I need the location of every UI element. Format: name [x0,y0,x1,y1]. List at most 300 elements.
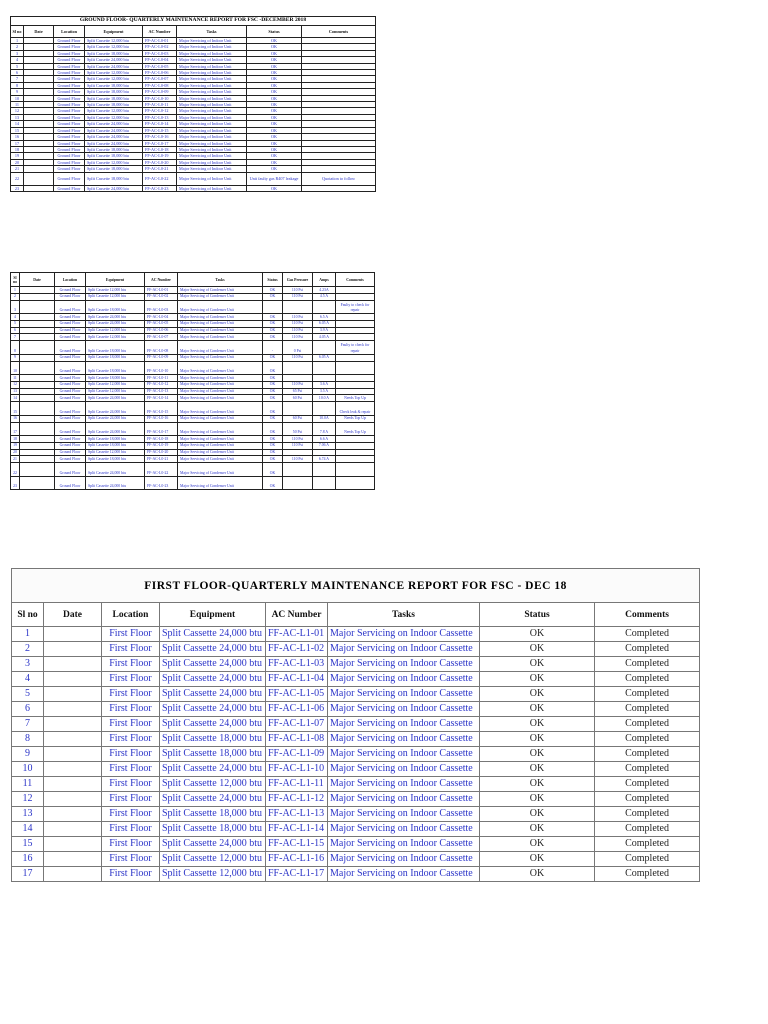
column-header: Sl no [12,603,44,627]
column-header: Status [247,26,302,38]
serial-cell: 3 [12,657,44,672]
comment-cell [336,361,375,375]
ground-floor-indoor-table [10,16,376,192]
comment-cell [336,320,375,327]
column-header: Tasks [328,603,480,627]
table-row [11,402,375,416]
serial-cell: 18 [11,146,24,152]
task-cell: Major Servicing on Indoor Cassette [328,822,480,837]
ac-number-cell: FF-AC-L0-06 [143,70,177,76]
equipment-cell: Split Cassette 12,000 btu [85,38,143,44]
status-cell: OK [247,159,302,165]
task-cell: Major Servicing of Indoor Unit [177,95,247,101]
serial-cell: 16 [11,415,20,422]
location-cell: Ground Floor [55,463,86,477]
gas-pressure-cell [283,449,313,456]
equipment-cell: Split Cassette 18,000 btu [86,442,145,449]
location-cell: Ground Floor [54,89,85,95]
comment-cell [336,334,375,341]
task-cell: Major Servicing of Indoor Unit [177,89,247,95]
equipment-cell: Split Cassette 24,000 btu [160,672,266,687]
task-cell: Major Servicing of Condenser Unit [178,388,263,395]
gas-pressure-cell [283,402,313,416]
amps-cell [313,402,336,416]
ac-number-cell: FF-AC-L0-07 [145,334,178,341]
task-cell: Major Servicing of Condenser Unit [178,341,263,355]
date-cell [20,415,55,422]
equipment-cell: Split Cassette 18,000 btu [86,361,145,375]
equipment-cell: Split Cassette 24,000 btu [85,185,143,191]
equipment-cell: Split Cassette 24,000 btu [160,657,266,672]
equipment-cell: Split Cassette 24,000 btu [86,320,145,327]
serial-cell: 2 [11,293,20,300]
task-cell: Major Servicing of Indoor Unit [177,57,247,63]
comment-cell: Faulty to check for repair [336,341,375,355]
ac-number-cell: FF-AC-L0-08 [143,82,177,88]
location-cell: Ground Floor [54,102,85,108]
comment-cell: Completed [595,852,700,867]
serial-cell: 7 [11,334,20,341]
comment-cell [336,381,375,388]
ac-number-cell: FF-AC-L0-03 [145,300,178,314]
status-cell: OK [263,422,283,436]
status-cell: OK [247,134,302,140]
status-cell: OK [247,95,302,101]
status-cell: OK [247,166,302,172]
status-cell: OK [247,50,302,56]
ac-number-cell: FF-AC-L1-09 [266,747,328,762]
serial-cell: 15 [11,127,24,133]
column-header: AC Number [266,603,328,627]
comment-cell: Completed [595,687,700,702]
ac-number-cell: FF-AC-L0-02 [145,293,178,300]
date-cell [20,476,55,490]
table-row [11,300,375,314]
serial-cell: 9 [12,747,44,762]
equipment-cell: Split Cassette 18,000 btu [86,300,145,314]
task-cell: Major Servicing of Condenser Unit [178,300,263,314]
equipment-cell: Split Cassette 18,000 btu [160,807,266,822]
task-cell: Major Servicing on Indoor Cassette [328,777,480,792]
status-cell: OK [480,792,595,807]
ac-number-cell: FF-AC-L0-12 [143,108,177,114]
equipment-cell: Split Cassette 18,000 btu [86,354,145,361]
comment-cell: Completed [595,702,700,717]
status-cell: Unit faulty gas R407 leakage [247,172,302,185]
column-header: Status [480,603,595,627]
ac-number-cell: FF-AC-L0-10 [145,361,178,375]
status-cell: OK [247,185,302,191]
comment-cell: Completed [595,627,700,642]
equipment-cell: Split Cassette 12,000 btu [85,108,143,114]
date-cell [20,361,55,375]
serial-cell: 8 [12,732,44,747]
column-header: AC Number [145,273,178,287]
status-cell: OK [480,837,595,852]
equipment-cell: Split Cassette 18,000 btu [160,747,266,762]
table-row [12,747,700,762]
date-cell [20,463,55,477]
location-cell: Ground Floor [55,395,86,402]
comment-cell: Faulty to check for repair [336,300,375,314]
comment-cell: Completed [595,762,700,777]
table-row [11,463,375,477]
location-cell: Ground Floor [55,300,86,314]
location-cell: Ground Floor [55,476,86,490]
ac-number-cell: FF-AC-L0-04 [145,314,178,321]
date-cell [20,300,55,314]
task-cell: Major Servicing of Indoor Unit [177,63,247,69]
location-cell: Ground Floor [54,38,85,44]
ac-number-cell: FF-AC-L0-17 [143,140,177,146]
location-cell: Ground Floor [54,134,85,140]
equipment-cell: Split Cassette 24,000 btu [86,402,145,416]
comment-cell [336,314,375,321]
serial-cell: 1 [11,287,20,294]
equipment-cell: Split Cassette 12,000 btu [85,76,143,82]
equipment-cell: Split Cassette 24,000 btu [86,422,145,436]
serial-cell: 5 [12,687,44,702]
equipment-cell: Split Cassette 24,000 btu [160,642,266,657]
equipment-cell: Split Cassette 18,000 btu [85,153,143,159]
equipment-cell: Split Cassette 24,000 btu [86,463,145,477]
ac-number-cell: FF-AC-L0-20 [143,159,177,165]
status-cell: OK [263,381,283,388]
date-cell [20,449,55,456]
table-row [11,388,375,395]
ac-number-cell: FF-AC-L0-18 [145,436,178,443]
equipment-cell: Split Cassette 12,000 btu [86,327,145,334]
task-cell: Major Servicing on Indoor Cassette [328,672,480,687]
serial-cell: 5 [11,320,20,327]
location-cell: Ground Floor [54,166,85,172]
task-cell: Major Servicing of Condenser Unit [178,449,263,456]
comment-cell [336,327,375,334]
table-row [12,837,700,852]
serial-cell: 4 [12,672,44,687]
gas-pressure-cell: 110 Psi [283,334,313,341]
table-row [12,807,700,822]
table-row [11,314,375,321]
status-cell: OK [263,327,283,334]
table-row [11,287,375,294]
gas-pressure-cell: 110 Psi [283,314,313,321]
equipment-cell: Split Cassette 24,000 btu [85,63,143,69]
equipment-cell: Split Cassette 24,000 btu [86,395,145,402]
location-cell: Ground Floor [54,185,85,191]
location-cell: First Floor [102,762,160,777]
comment-cell: Completed [595,807,700,822]
status-cell: OK [263,334,283,341]
ac-number-cell: FF-AC-L0-04 [143,57,177,63]
location-cell: First Floor [102,657,160,672]
location-cell: Ground Floor [54,63,85,69]
ac-number-cell: FF-AC-L0-16 [143,134,177,140]
ac-number-cell: FF-AC-L0-02 [143,44,177,50]
table-row [11,476,375,490]
ac-number-cell: FF-AC-L0-15 [145,402,178,416]
column-header: Gas Pressure [283,273,313,287]
date-cell [44,627,102,642]
comment-cell [336,375,375,382]
gas-pressure-cell: 50 Psi [283,422,313,436]
table-row [11,354,375,361]
serial-cell: 8 [11,341,20,355]
ac-number-cell: FF-AC-L0-01 [143,38,177,44]
status-cell: OK [247,102,302,108]
location-cell: Ground Floor [55,334,86,341]
serial-cell: 16 [11,134,24,140]
task-cell: Major Servicing of Indoor Unit [177,159,247,165]
ac-number-cell: FF-AC-L1-02 [266,642,328,657]
task-cell: Major Servicing of Condenser Unit [178,293,263,300]
comment-cell [336,354,375,361]
task-cell: Major Servicing on Indoor Cassette [328,852,480,867]
equipment-cell: Split Cassette 12,000 btu [86,287,145,294]
equipment-cell: Split Cassette 12,000 btu [85,114,143,120]
serial-cell: 14 [12,822,44,837]
ac-number-cell: FF-AC-L1-05 [266,687,328,702]
location-cell: First Floor [102,867,160,882]
status-cell: - [263,341,283,355]
status-cell: OK [480,717,595,732]
status-cell: OK [263,287,283,294]
serial-cell: 17 [12,867,44,882]
status-cell: OK [263,402,283,416]
table-row [12,777,700,792]
status-cell: OK [263,456,283,463]
task-cell: Major Servicing of Indoor Unit [177,121,247,127]
status-cell: OK [480,702,595,717]
date-cell [20,314,55,321]
status-cell: OK [247,89,302,95]
gas-pressure-cell [283,361,313,375]
table-row [11,436,375,443]
amps-cell: 7.8 A [313,422,336,436]
ac-number-cell: FF-AC-L0-23 [145,476,178,490]
status-cell: OK [247,70,302,76]
column-header: Location [102,603,160,627]
location-cell: First Floor [102,672,160,687]
amps-cell: 6.05 A [313,320,336,327]
location-cell: Ground Floor [54,50,85,56]
equipment-cell: Split Cassette 12,000 btu [160,852,266,867]
gas-pressure-cell: 110 Psi [283,381,313,388]
column-header: Sl no [11,26,24,38]
task-cell: Major Servicing of Condenser Unit [178,334,263,341]
equipment-cell: Split Cassette 24,000 btu [160,792,266,807]
date-cell [44,672,102,687]
serial-cell: 13 [11,388,20,395]
task-cell: Major Servicing on Indoor Cassette [328,702,480,717]
location-cell: Ground Floor [55,456,86,463]
amps-cell [313,375,336,382]
equipment-cell: Split Cassette 12,000 btu [86,388,145,395]
serial-cell: 22 [11,172,24,185]
ac-number-cell: FF-AC-L0-06 [145,327,178,334]
ac-number-cell: FF-AC-L1-03 [266,657,328,672]
equipment-cell: Split Cassette 24,000 btu [160,762,266,777]
status-cell: OK [480,762,595,777]
serial-cell: 23 [11,185,24,191]
serial-cell: 22 [11,463,20,477]
task-cell: Major Servicing of Condenser Unit [178,375,263,382]
ac-number-cell: FF-AC-L0-10 [143,95,177,101]
status-cell: OK [480,627,595,642]
serial-cell: 18 [11,436,20,443]
serial-cell: 3 [11,50,24,56]
date-cell [44,837,102,852]
serial-cell: 12 [12,792,44,807]
column-header: Comments [595,603,700,627]
task-cell: Major Servicing on Indoor Cassette [328,642,480,657]
ac-number-cell: FF-AC-L0-22 [143,172,177,185]
serial-cell: 11 [11,102,24,108]
status-cell [263,300,283,314]
location-cell: Ground Floor [55,327,86,334]
status-cell: OK [263,395,283,402]
equipment-cell: Split Cassette 12,000 btu [85,44,143,50]
location-cell: Ground Floor [55,422,86,436]
ac-number-cell: FF-AC-L0-20 [145,449,178,456]
location-cell: Ground Floor [55,341,86,355]
task-cell: Major Servicing of Condenser Unit [178,314,263,321]
task-cell: Major Servicing of Indoor Unit [177,146,247,152]
task-cell: Major Servicing of Indoor Unit [177,108,247,114]
column-header: Comments [302,26,376,38]
serial-cell: 6 [12,702,44,717]
ac-number-cell: FF-AC-L0-18 [143,146,177,152]
serial-cell: 2 [12,642,44,657]
location-cell: Ground Floor [55,449,86,456]
date-cell [44,822,102,837]
column-header: Equipment [85,26,143,38]
comment-cell: Completed [595,642,700,657]
comment-cell: Needs Top Up [336,422,375,436]
comment-cell: Completed [595,657,700,672]
serial-cell: 17 [11,422,20,436]
location-cell: Ground Floor [55,388,86,395]
table-header-row [11,26,376,38]
gas-pressure-cell: 60 Psi [283,395,313,402]
task-cell: Major Servicing on Indoor Cassette [328,807,480,822]
serial-cell: 16 [12,852,44,867]
ac-number-cell: FF-AC-L0-11 [143,102,177,108]
ac-number-cell: FF-AC-L0-05 [145,320,178,327]
location-cell: Ground Floor [55,381,86,388]
task-cell: Major Servicing of Indoor Unit [177,166,247,172]
location-cell: First Floor [102,687,160,702]
status-cell: OK [263,388,283,395]
ac-number-cell: FF-AC-L0-13 [143,114,177,120]
task-cell: Major Servicing on Indoor Cassette [328,657,480,672]
serial-cell: 15 [11,402,20,416]
location-cell: Ground Floor [54,146,85,152]
amps-cell: 6.05 A [313,354,336,361]
status-cell: OK [480,732,595,747]
ac-number-cell: FF-AC-L0-19 [145,442,178,449]
task-cell: Major Servicing of Condenser Unit [178,456,263,463]
serial-cell: 7 [11,76,24,82]
comment-cell [336,442,375,449]
status-cell: OK [263,436,283,443]
equipment-cell: Split Cassette 24,000 btu [86,476,145,490]
gas-pressure-cell [283,476,313,490]
ac-number-cell: FF-AC-L0-16 [145,415,178,422]
task-cell: Major Servicing of Condenser Unit [178,287,263,294]
task-cell: Major Servicing of Indoor Unit [177,38,247,44]
status-cell: OK [247,108,302,114]
status-cell: OK [263,320,283,327]
amps-cell: 10.0A [313,415,336,422]
date-cell [20,320,55,327]
status-cell: OK [247,127,302,133]
table-row [12,672,700,687]
equipment-cell: Split Cassette 24,000 btu [85,140,143,146]
equipment-cell: Split Cassette 24,000 btu [160,837,266,852]
task-cell: Major Servicing on Indoor Cassette [328,687,480,702]
gas-pressure-cell: 110 Psi [283,287,313,294]
status-cell: OK [480,747,595,762]
date-cell [24,185,54,191]
task-cell: Major Servicing of Condenser Unit [178,402,263,416]
status-cell: OK [247,63,302,69]
task-cell: Major Servicing of Indoor Unit [177,172,247,185]
comment-cell [336,293,375,300]
serial-cell: 23 [11,476,20,490]
location-cell: Ground Floor [54,108,85,114]
ac-number-cell: FF-AC-L1-10 [266,762,328,777]
task-cell: Major Servicing of Condenser Unit [178,395,263,402]
table-row [11,172,376,185]
equipment-cell: Split Cassette 18,000 btu [85,146,143,152]
gas-pressure-cell: 110 Psi [283,327,313,334]
equipment-cell: Split Cassette 18,000 btu [86,436,145,443]
column-header: Date [24,26,54,38]
status-cell: OK [480,867,595,882]
ac-number-cell: FF-AC-L0-09 [143,89,177,95]
table-row [11,327,375,334]
status-cell: OK [480,672,595,687]
amps-cell: 4.05 A [313,334,336,341]
ac-number-cell: FF-AC-L1-13 [266,807,328,822]
amps-cell: 6.6 A [313,436,336,443]
task-cell: Major Servicing of Condenser Unit [178,327,263,334]
amps-cell: 3.5 A [313,388,336,395]
first-floor-report-title: FIRST FLOOR-QUARTERLY MAINTENANCE REPORT FOR FSC - DEC 18 [12,569,700,603]
task-cell: Major Servicing of Indoor Unit [177,127,247,133]
location-cell: Ground Floor [54,140,85,146]
location-cell: First Floor [102,717,160,732]
equipment-cell: Split Cassette 18,000 btu [85,172,143,185]
amps-cell: 7.06 A [313,442,336,449]
date-cell [20,381,55,388]
status-cell: OK [247,146,302,152]
date-cell [44,642,102,657]
equipment-cell: Split Cassette 18,000 btu [160,732,266,747]
column-header: Tasks [177,26,247,38]
serial-cell: 8 [11,82,24,88]
serial-cell: 20 [11,449,20,456]
location-cell: Ground Floor [55,436,86,443]
status-cell: OK [247,114,302,120]
status-cell: OK [247,121,302,127]
serial-cell: 17 [11,140,24,146]
gas-pressure-cell: 110 Psi [283,436,313,443]
task-cell: Major Servicing of Indoor Unit [177,153,247,159]
equipment-cell: Split Cassette 24,000 btu [86,314,145,321]
location-cell: First Floor [102,777,160,792]
